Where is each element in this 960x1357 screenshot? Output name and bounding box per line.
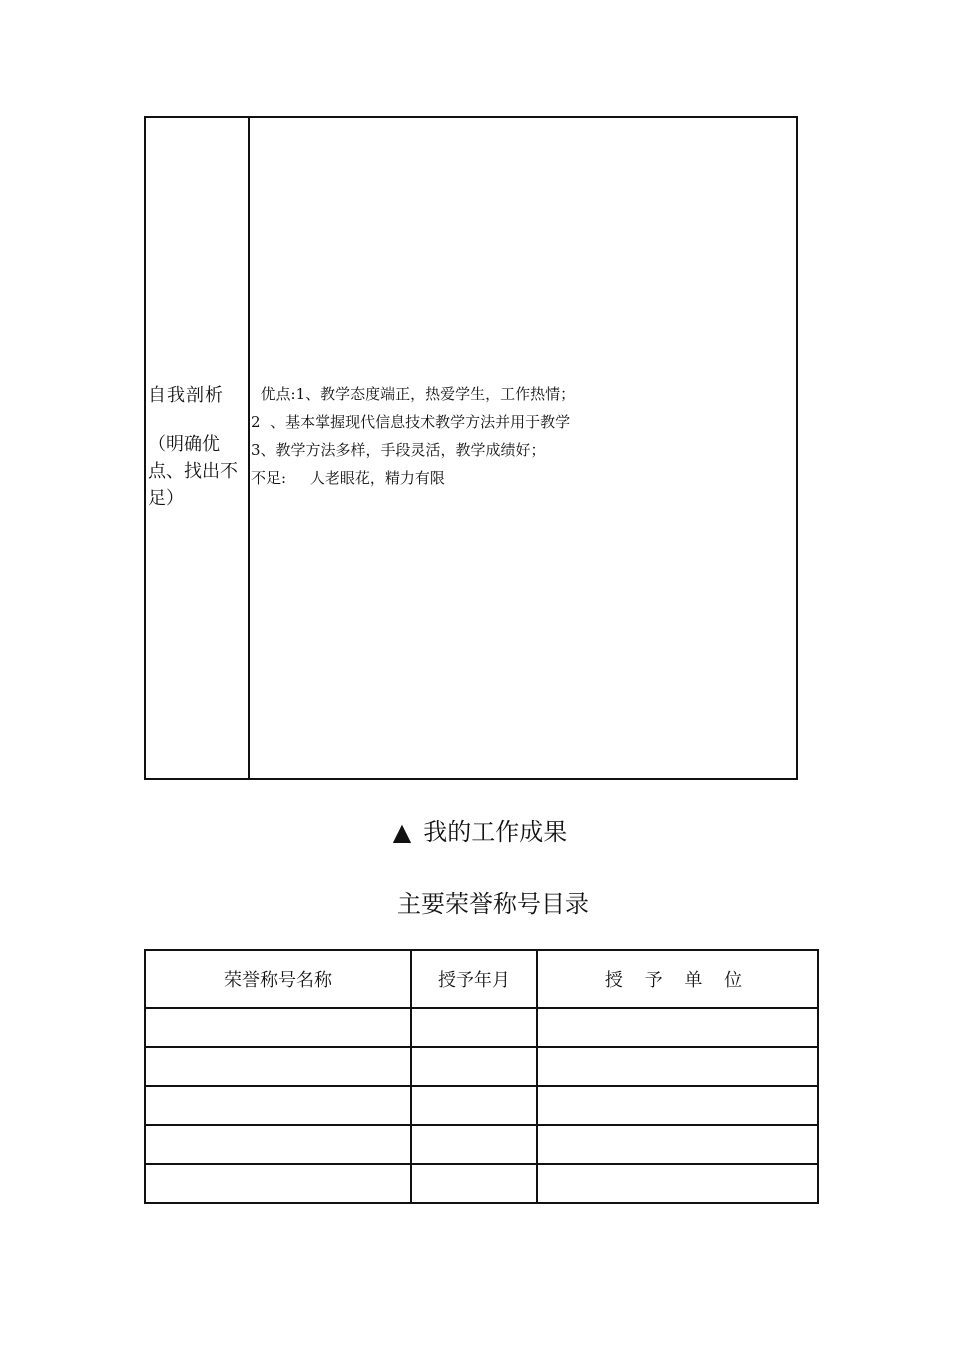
cell-award-unit[interactable]: [537, 1164, 818, 1203]
honors-table: [144, 949, 819, 1204]
cell-award-date[interactable]: [411, 1008, 537, 1047]
self-analysis-table: [144, 116, 798, 780]
table-row: [145, 1047, 818, 1086]
cell-honor-name[interactable]: [145, 1086, 411, 1125]
cell-honor-name[interactable]: [145, 1164, 411, 1203]
self-analysis-subtitle: （明确优点、找出不足）: [148, 434, 238, 509]
honors-heading: 主要荣誉称号目录: [397, 890, 589, 918]
table-row: [145, 1164, 818, 1203]
honors-header-row: [145, 950, 818, 1008]
cell-award-unit[interactable]: [537, 1125, 818, 1164]
header-award-date: 授予年月: [411, 950, 537, 1008]
self-analysis-content[interactable]: [251, 380, 791, 492]
cell-award-date[interactable]: [411, 1125, 537, 1164]
cell-award-date[interactable]: [411, 1086, 537, 1125]
cell-award-unit[interactable]: [537, 1047, 818, 1086]
content-line: 3、教学方法多样，手段灵活，教学成绩好；: [251, 441, 546, 459]
cell-award-unit[interactable]: [537, 1086, 818, 1125]
table-row: [145, 1008, 818, 1047]
self-analysis-title: 自我剖析: [148, 385, 224, 406]
triangle-icon: ▲: [392, 818, 412, 846]
content-line: 不足: 人老眼花，精力有限: [251, 469, 445, 487]
section-heading: [0, 812, 960, 847]
cell-honor-name[interactable]: [145, 1125, 411, 1164]
cell-award-date[interactable]: [411, 1164, 537, 1203]
cell-award-date[interactable]: [411, 1047, 537, 1086]
cell-honor-name[interactable]: [145, 1008, 411, 1047]
content-line: 2 、基本掌握现代信息技术教学方法并用于教学: [251, 413, 571, 431]
table-divider: [248, 118, 250, 778]
cell-award-unit[interactable]: [537, 1008, 818, 1047]
self-analysis-label: [148, 383, 246, 512]
content-line: 优点:1、教学态度端正，热爱学生，工作热情；: [251, 385, 576, 403]
header-honor-name: 荣誉称号名称: [145, 950, 411, 1008]
table-row: [145, 1086, 818, 1125]
header-award-unit: 授 予 单 位: [537, 950, 818, 1008]
section-heading-text: 我的工作成果: [423, 818, 568, 846]
cell-honor-name[interactable]: [145, 1047, 411, 1086]
table-row: [145, 1125, 818, 1164]
